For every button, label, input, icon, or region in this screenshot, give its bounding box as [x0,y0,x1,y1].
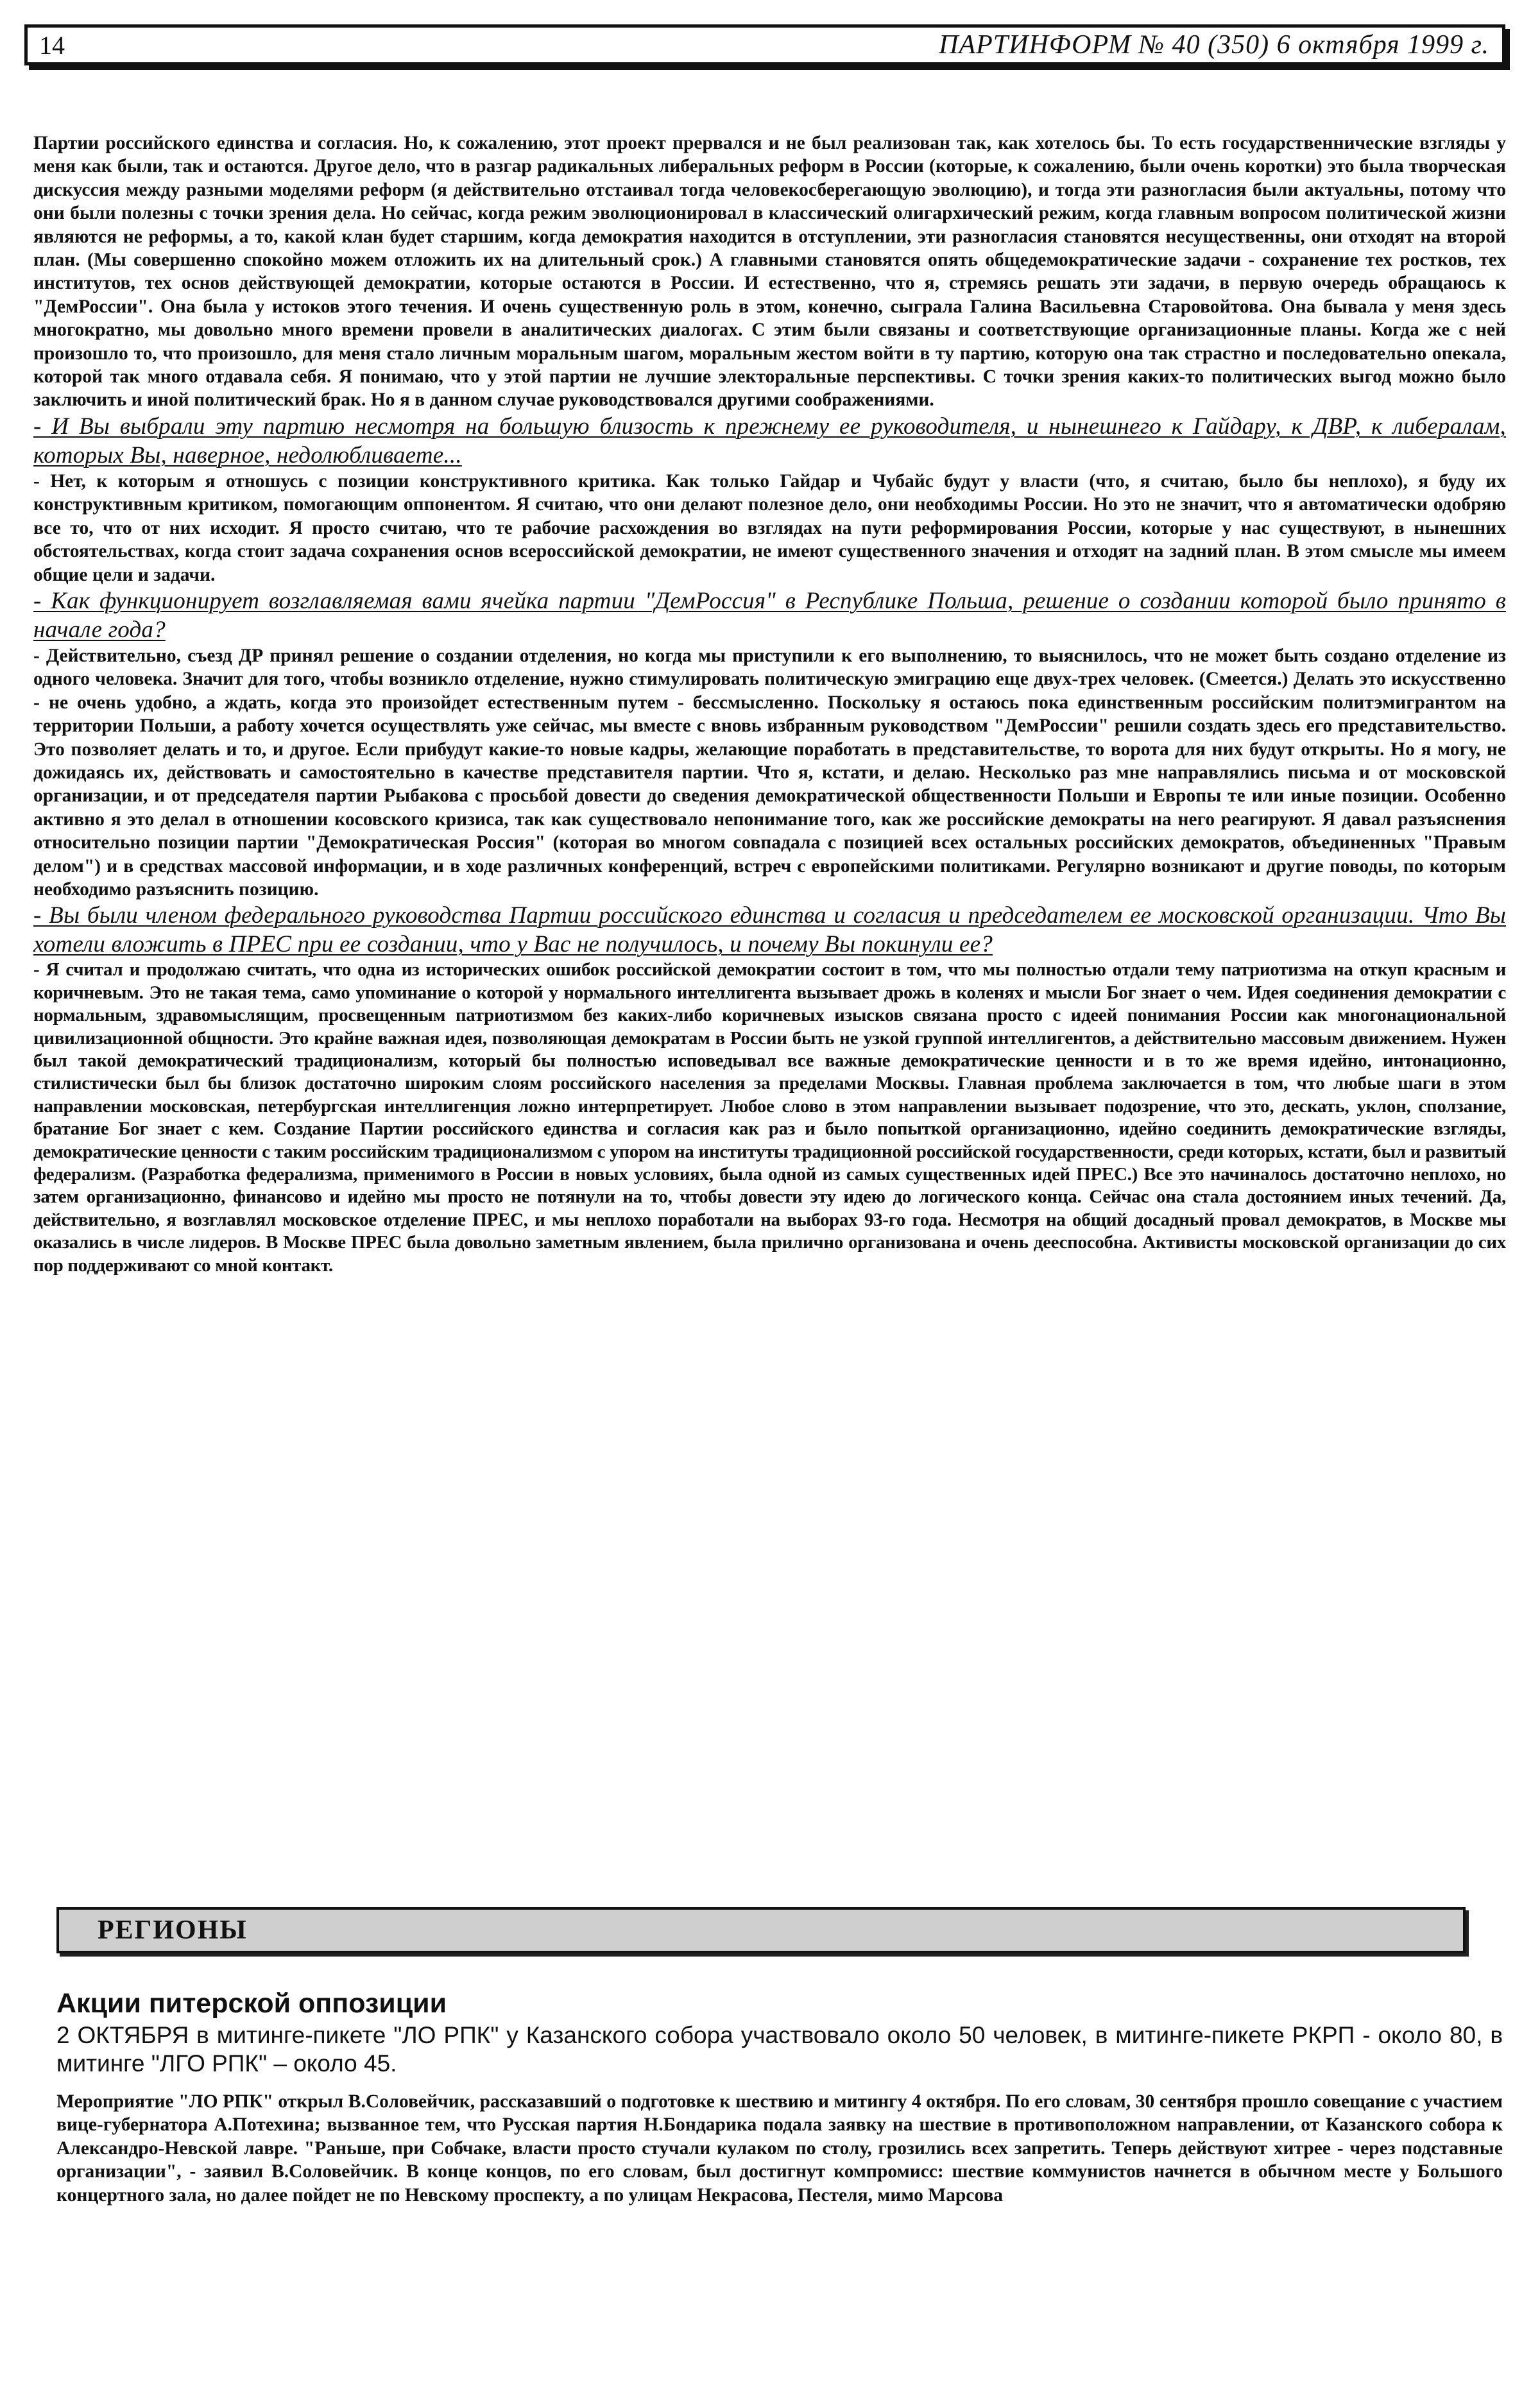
interview-answer-1: - Нет, к которым я отношусь с позиции конструктивного критика. Как только Гайдар и Чубайс будут у власти (что, я считаю, было бы неплохо), я буду их конструктивным критиком, помогающим оппонентом. Я считаю, что они делают полезное дело, они необходимы России. Но это не значит, что я автоматически одобряю все то, что от них исходит. Я просто считаю, что те рабочие расхождения во взглядах на пути реформирования России, которые у нас существуют, в нынешних обстоятельствах, когда стоит задача сохранения основ всероссийской демократии, не имеют существенного значения и отходят на задний план. В этом смысле мы имеем общие цели и задачи. [33,470,1506,585]
article-paragraph-1: Партии российского единства и согласия. Но, к сожалению, этот проект прервался и не был реализован так, как хотелось бы. То есть государственнические взгляды у меня как были, так и остаются. Другое дело, что в разгар радикальных либеральных реформ в России (которые, к сожалению, были очень коротки) это была творческая дискуссия между разными моделями реформ (я действительно отстаивал тогда человекосберегающую эволюцию), и тогда эти разногласия были актуальны, потому что они были полезны с точки зрения дела. Но сейчас, когда режим эволюционировал в классический олигархический режим, когда главным вопросом политической жизни являются не реформы, а то, какой клан будет старшим, когда демократия находится в отступлении, эти разногласия становятся несущественны, они отходят на второй план. (Мы совершенно спокойно можем отложить их на длительный срок.) А главными становятся опять общедемократические задачи - сохранение тех ростков, тех институтов, тех основ действующей демократии, которые остаются в России. И естественно, что я, стремясь решать эти задачи, в первую очередь обращаюсь к "ДемРоссии". Она была у истоков этого течения. И очень существенную роль в этом, конечно, сыграла Галина Васильевна Старовойтова. Она бывала у меня здесь многократно, мы довольно много времени провели в аналитических диалогах. С этим были связаны и соответствующие организационные планы. Когда же с ней произошло то, что произошло, для меня стало личным моральным шагом, моральным жестом войти в ту партию, которую она так страстно и последовательно опекала, которой так много отдавала себя. Я понимаю, что у этой партии не лучшие электоральные перспективы. С точки зрения каких-то политических выгод можно было заключить и иной политический брак. Но я в данном случае руководствовался другими соображениями. [33,133,1506,411]
news-lead: 2 ОКТЯБРЯ в митинге-пикете "ЛО РПК" у Казанского собора участвовало около 50 человек, в митинге-пикете РКРП - около 80, в митинге "ЛГО РПК" – около 45. [56,2022,1503,2077]
news-body: Мероприятие "ЛО РПК" открыл В.Соловейчик, рассказавший о подготовке к шествию и митингу 4 октября. По его словам, 30 сентября прошло совещание с участием вице-губернатора А.Потехина; вызванное тем, что Русская партия Н.Бондарика подала заявку на шествие в противоположном направлении, от Казанского собора к Александро-Невской лавре. "Раньше, при Собчаке, власти просто стучали кулаком по столу, грозились всех запретить. Теперь действуют хитрее - через подставные организации", - заявил В.Соловейчик. В конце концов, по его словам, был достигнут компромисс: шествие коммунистов начнется в обычном месте у Большого концертного зала, но далее пойдет не по Невскому проспекту, а по улицам Некрасова, Пестеля, мимо Марсова [56,2091,1503,2206]
page-header [24,24,1505,65]
masthead: ПАРТИНФОРМ № 40 (350) 6 октября 1999 г. [939,30,1489,60]
page-number: 14 [39,30,65,60]
section-header-bar [56,1907,1466,1953]
interview-question-3: - Вы были членом федерального руководства Партии российского единства и согласия и председателем ее московской организации. Что Вы хотели вложить в ПРЕС при ее создании, что у Вас не получилось, и почему Вы покинули ее? [33,902,1506,958]
interview-answer-3: - Я считал и продолжаю считать, что одна из исторических ошибок российской демократии состоит в том, что мы полностью отдали тему патриотизма на откуп красным и коричневым. Это не такая тема, само упоминание о которой у нормального интеллигента вызывает дрожь в коленях и мысли Бог знает о чем. Идея соединения демократии с нормальным, здравомыслящим, просвещенным патриотизмом без каких-либо коричневых изысков связана просто с идеей понимания России как многонациональной цивилизационной общности. Это крайне важная идея, позволяющая демократам в России быть не узкой группой интеллигентов, а действительно массовым движением. Нужен был такой демократический традиционализм, который бы полностью исповедывал все важные демократические ценности и в то же время идейно, интонационно, стилистически был бы близок достаточно широким слоям российского населения за пределами Москвы. Главная проблема заключается в том, что любые шаги в этом направлении московская, петербургская интеллигенция ложно интерпретирует. Любое слово в этом направлении вызывает подозрение, что это, дескать, уклон, сползание, братание Бог знает с кем. Создание Партии российского единства и согласия как раз и было попыткой организационно, идейно соединить демократические взгляды, демократические ценности с таким российским традиционализмом с упором на институты традиционной российской государственности, среди которых, кстати, был и развитый федерализм. (Разработка федерализма, применимого в России в новых условиях, была одной из самых существенных идей ПРЕС.) Все это начиналось достаточно неплохо, но затем организационно, финансово и идейно мы просто не потянули на то, чтобы довести эту идею до логического конца. Сейчас она стала достоянием иных течений. Да, действительно, я возглавлял московское отделение ПРЕС, и мы неплохо поработали на выборах 93-го года. Несмотря на общий досадный провал демократов, в Москве мы оказались в числе лидеров. В Москве ПРЕС была довольно заметным явлением, была прилично организована и очень дееспособна. Активисты московской организации до сих пор поддерживают со мной контакт. [33,959,1506,1276]
interview-question-1: - И Вы выбрали эту партию несмотря на большую близость к прежнему ее руководителя, и нынешнего к Гайдару, к ДВР, к либералам, которых Вы, наверное, недолюбливаете... [33,413,1506,468]
section-title: РЕГИОНЫ [98,1915,248,1945]
interview-question-2: - Как функционирует возглавляемая вами ячейка партии "ДемРоссия" в Республике Польша, решение о создании которой было принято в начале года? [33,587,1506,643]
interview-answer-2: - Действительно, съезд ДР принял решение о создании отделения, но когда мы приступили к его выполнению, то выяснилось, что не может быть создано отделение из одного человека. Значит для того, чтобы возникло отделение, нужно стимулировать политическую эмиграцию еще двух-трех человек. (Смеется.) Делать это искусственно - не очень удобно, а ждать, когда это произойдет естественным путем - бессмысленно. Поскольку я остаюсь пока единственным российским политэмигрантом на территории Польши, а работу хочется осуществлять уже сейчас, мы вместе с вновь избранным руководством "ДемРоссии" решили создать здесь его представительство. Это позволяет делать и то, и другое. Если прибудут какие-то новые кадры, желающие поработать в представительстве, то ворота для них будут открыты. Но я могу, не дожидаясь их, действовать и самостоятельно в качестве представителя партии. Что я, кстати, и делаю. Несколько раз мне направлялись письма и от московской организации, и от председателя партии Рыбакова с просьбой довести до сведения демократической общественности Польши и Европы те или иные позиции. Особенно активно я это делал в отношении косовского кризиса, так как существовало непонимание того, как же российские демократы на него реагируют. Я давал разъяснения относительно позиции партии "Демократическая Россия" (которая во многом совпадала с позицией всех остальных российских демократов, объединенных "Правым делом") и в средствах массовой информации, и в ходе различных конференций, встреч с европейскими политиками. Регулярно возникают и другие поводы, по которым необходимо разъяснить позицию. [33,645,1506,900]
interview-article [33,132,1506,1277]
news-headline: Акции питерской оппозиции [56,1988,447,2019]
